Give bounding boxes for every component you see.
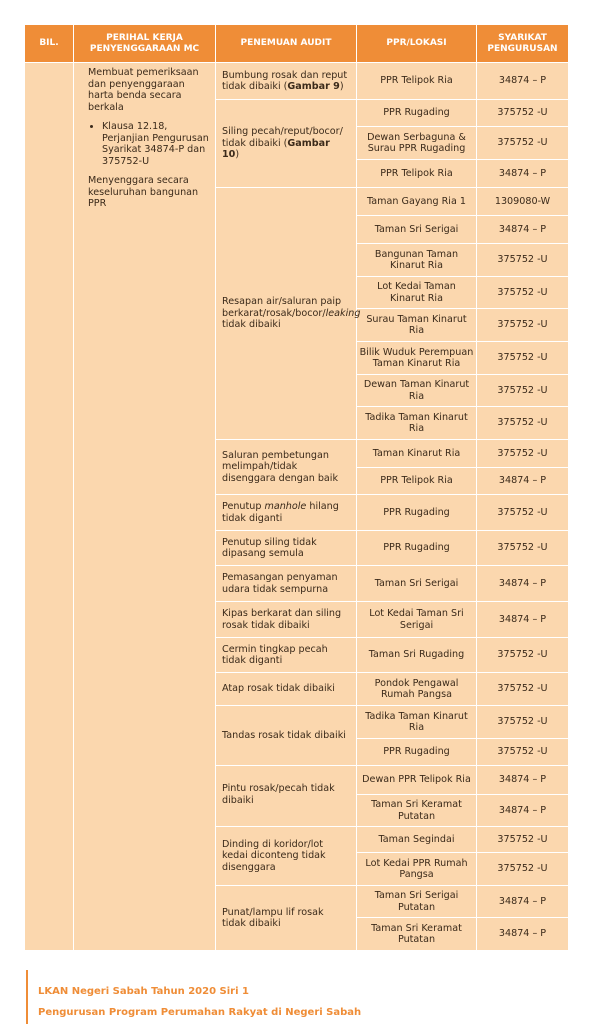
- header-bil: BIL.: [25, 25, 74, 63]
- finding-cell: [216, 100, 357, 188]
- finding-cell: Kipas berkarat dan siling rosak tidak dibaiki: [216, 602, 357, 638]
- syarikat-cell: 34874 – P: [477, 918, 569, 951]
- perihal-text-2: Menyenggara secara keseluruhan bangunan PPR: [88, 175, 199, 209]
- syarikat-cell: 375752 -U: [477, 853, 569, 886]
- finding-cell: Saluran pembetungan melimpah/tidak disenggara dengan baik: [216, 440, 357, 495]
- finding-cell: Penutup siling tidak dipasang semula: [216, 531, 357, 566]
- finding-text: hilang tidak diganti: [222, 501, 339, 524]
- header-penemuan: PENEMUAN AUDIT: [216, 25, 357, 63]
- syarikat-cell: 375752 -U: [477, 309, 569, 342]
- footer-report-subtitle: Pengurusan Program Perumahan Rakyat di Negeri Sabah: [38, 1007, 362, 1018]
- syarikat-cell: 375752 -U: [477, 342, 569, 375]
- finding-text: Siling pecah/reput/bocor/ tidak dibaiki (: [222, 126, 343, 149]
- finding-cell: Cermin tingkap pecah tidak diganti: [216, 638, 357, 673]
- lokasi-cell: Bilik Wuduk Perempuan Taman Kinarut Ria: [357, 342, 477, 375]
- lokasi-cell: Taman Segindai: [357, 827, 477, 853]
- syarikat-cell: 375752 -U: [477, 673, 569, 706]
- syarikat-cell: 375752 -U: [477, 440, 569, 468]
- syarikat-cell: 375752 -U: [477, 706, 569, 739]
- table-header-row: [25, 25, 569, 63]
- syarikat-cell: 34874 – P: [477, 216, 569, 244]
- lokasi-cell: Surau Taman Kinarut Ria: [357, 309, 477, 342]
- lokasi-cell: Taman Sri Keramat Putatan: [357, 918, 477, 951]
- finding-italic-term: manhole: [264, 501, 307, 512]
- bil-cell: [25, 63, 74, 951]
- page-footer: [26, 970, 588, 1024]
- syarikat-cell: 34874 – P: [477, 766, 569, 795]
- finding-text: ): [235, 149, 240, 161]
- finding-cell: [216, 188, 361, 440]
- syarikat-cell: 375752 -U: [477, 638, 569, 673]
- perihal-cell: [74, 63, 216, 951]
- syarikat-cell: 375752 -U: [477, 244, 569, 277]
- lokasi-cell: Tadika Taman Kinarut Ria: [357, 407, 477, 440]
- lokasi-cell: Taman Sri Rugading: [357, 638, 477, 673]
- finding-text: ): [339, 81, 344, 92]
- table-row: [25, 63, 569, 100]
- syarikat-cell: 34874 – P: [477, 566, 569, 602]
- finding-cell: Pintu rosak/pecah tidak dibaiki: [216, 766, 357, 827]
- header-lokasi: PPR/LOKASI: [357, 25, 477, 63]
- lokasi-cell: Tadika Taman Kinarut Ria: [357, 706, 477, 739]
- lokasi-cell: PPR Telipok Ria: [357, 468, 477, 495]
- lokasi-cell: PPR Rugading: [357, 495, 477, 531]
- finding-cell: Dinding di koridor/lot kedai diconteng tidak disenggara: [216, 827, 357, 886]
- syarikat-cell: 375752 -U: [477, 827, 569, 853]
- lokasi-cell: Dewan Serbaguna & Surau PPR Rugading: [357, 127, 477, 160]
- footer-report-title: LKAN Negeri Sabah Tahun 2020 Siri 1: [38, 986, 249, 997]
- lokasi-cell: PPR Rugading: [357, 531, 477, 566]
- lokasi-cell: Lot Kedai Taman Sri Serigai: [357, 602, 477, 638]
- perihal-bullet-list: [88, 121, 209, 167]
- perihal-text-1: Membuat pemeriksaan dan penyenggaraan harta benda secara berkala: [88, 67, 199, 113]
- finding-cell: [216, 63, 357, 100]
- lokasi-cell: Lot Kedai Taman Kinarut Ria: [357, 277, 477, 309]
- syarikat-cell: 375752 -U: [477, 495, 569, 531]
- syarikat-cell: 375752 -U: [477, 531, 569, 566]
- syarikat-cell: 375752 -U: [477, 100, 569, 127]
- header-perihal: PERIHAL KERJA PENYENGGARAAN MC: [74, 25, 216, 63]
- syarikat-cell: 34874 – P: [477, 795, 569, 827]
- finding-cell: Pemasangan penyaman udara tidak sempurna: [216, 566, 357, 602]
- syarikat-cell: 34874 – P: [477, 602, 569, 638]
- lokasi-cell: Taman Gayang Ria 1: [357, 188, 477, 216]
- lokasi-cell: PPR Rugading: [357, 739, 477, 766]
- syarikat-cell: 34874 – P: [477, 63, 569, 100]
- finding-cell: Punat/lampu lif rosak tidak dibaiki: [216, 886, 357, 951]
- lokasi-cell: Pondok Pengawal Rumah Pangsa: [357, 673, 477, 706]
- finding-text: tidak dibaiki: [222, 319, 281, 331]
- finding-text: Resapan air/saluran paip berkarat/rosak/bocor/: [222, 296, 342, 319]
- lokasi-cell: Taman Kinarut Ria: [357, 440, 477, 468]
- finding-cell: Atap rosak tidak dibaiki: [216, 673, 357, 706]
- perihal-bullet: • Klausa 12.18, Perjanjian Pengurusan Syarikat 34874-P dan 375752-U: [102, 121, 209, 167]
- lokasi-cell: PPR Rugading: [357, 100, 477, 127]
- syarikat-cell: 375752 -U: [477, 407, 569, 440]
- lokasi-cell: Taman Sri Serigai: [357, 216, 477, 244]
- lokasi-cell: Bangunan Taman Kinarut Ria: [357, 244, 477, 277]
- lokasi-cell: Dewan Taman Kinarut Ria: [357, 375, 477, 407]
- syarikat-cell: 375752 -U: [477, 375, 569, 407]
- syarikat-cell: 375752 -U: [477, 739, 569, 766]
- syarikat-cell: 375752 -U: [477, 277, 569, 309]
- finding-figure-ref: Gambar 10: [222, 137, 330, 161]
- lokasi-cell: Dewan PPR Telipok Ria: [357, 766, 477, 795]
- lokasi-cell: PPR Telipok Ria: [357, 63, 477, 100]
- finding-figure-ref: Gambar 9: [287, 81, 340, 92]
- syarikat-cell: 34874 – P: [477, 468, 569, 495]
- header-syarikat: SYARIKAT PENGURUSAN: [477, 25, 569, 63]
- finding-text: Bumbung rosak dan reput tidak dibaiki (: [222, 69, 348, 92]
- lokasi-cell: PPR Telipok Ria: [357, 160, 477, 188]
- lokasi-cell: Lot Kedai PPR Rumah Pangsa: [357, 853, 477, 886]
- audit-findings-table: [24, 24, 569, 951]
- finding-cell: Tandas rosak tidak dibaiki: [216, 706, 357, 766]
- syarikat-cell: 34874 – P: [477, 160, 569, 188]
- finding-cell: [216, 495, 357, 531]
- lokasi-cell: Taman Sri Keramat Putatan: [357, 795, 477, 827]
- finding-text: Penutup: [222, 501, 265, 512]
- finding-italic-term: leaking: [325, 307, 361, 319]
- syarikat-cell: 1309080-W: [477, 188, 569, 216]
- lokasi-cell: Taman Sri Serigai Putatan: [357, 886, 477, 918]
- syarikat-cell: 34874 – P: [477, 886, 569, 918]
- lokasi-cell: Taman Sri Serigai: [357, 566, 477, 602]
- syarikat-cell: 375752 -U: [477, 127, 569, 160]
